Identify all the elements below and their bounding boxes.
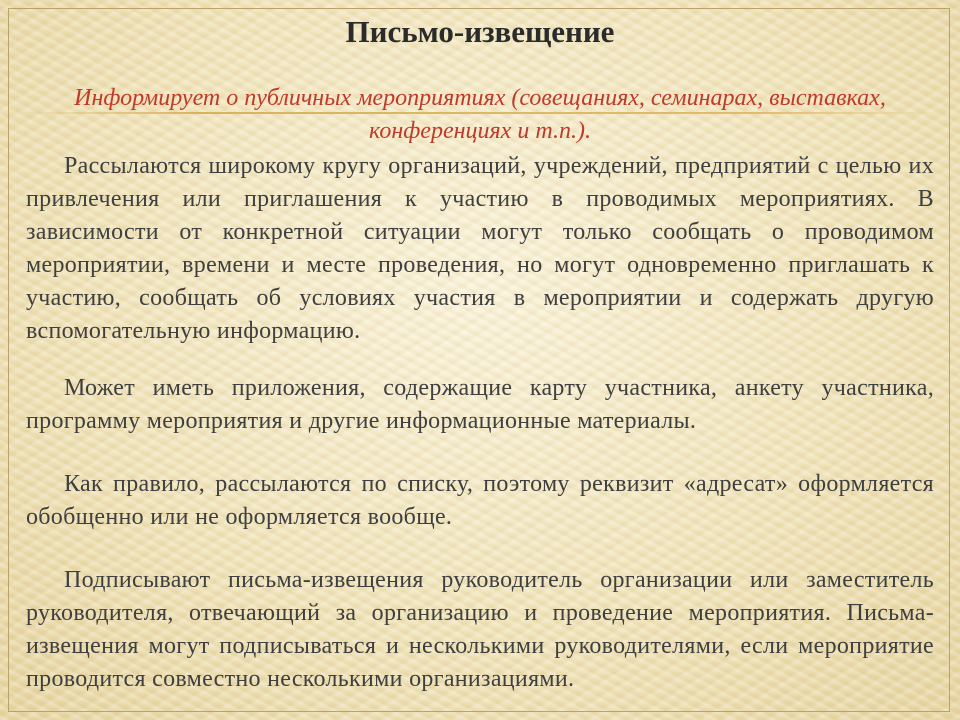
paragraph-distribution: Рассылаются широкому кругу организаций, учреждений, предприятий с целью их привлечения или приглашения к участию в проводимых мероприятиях. В зависимости от конкретной ситуации могут только сообщать о проводимом мероприятии, времени и месте проведения, но могут одновременно приглашать к участию, сообщать об условиях участия в мероприятии и содержать другую вспомогательную информацию. bbox=[26, 153, 934, 344]
slide-title: Письмо-извещение bbox=[345, 14, 615, 49]
paragraph-signatories: Подписывают письма-извещения руководитель организации или заместитель руководителя, отвечающий за организацию и проведение мероприятия. Письма-извещения могут подписываться и несколькими руководителями, если мероприятие проводится совместно несколькими организациями. bbox=[26, 567, 934, 692]
slide-subtitle: Информирует о публичных мероприятиях (совещаниях, семинарах, выставках, конференциях и т.п.). bbox=[74, 85, 886, 144]
paragraph-attachments: Может иметь приложения, содержащие карту участника, анкету участника, программу мероприятия и другие информационные материалы. bbox=[26, 375, 934, 434]
paragraph-addressee: Как правило, рассылаются по списку, поэтому реквизит «адресат» оформляется обобщенно или не оформляется вообще. bbox=[26, 471, 934, 530]
